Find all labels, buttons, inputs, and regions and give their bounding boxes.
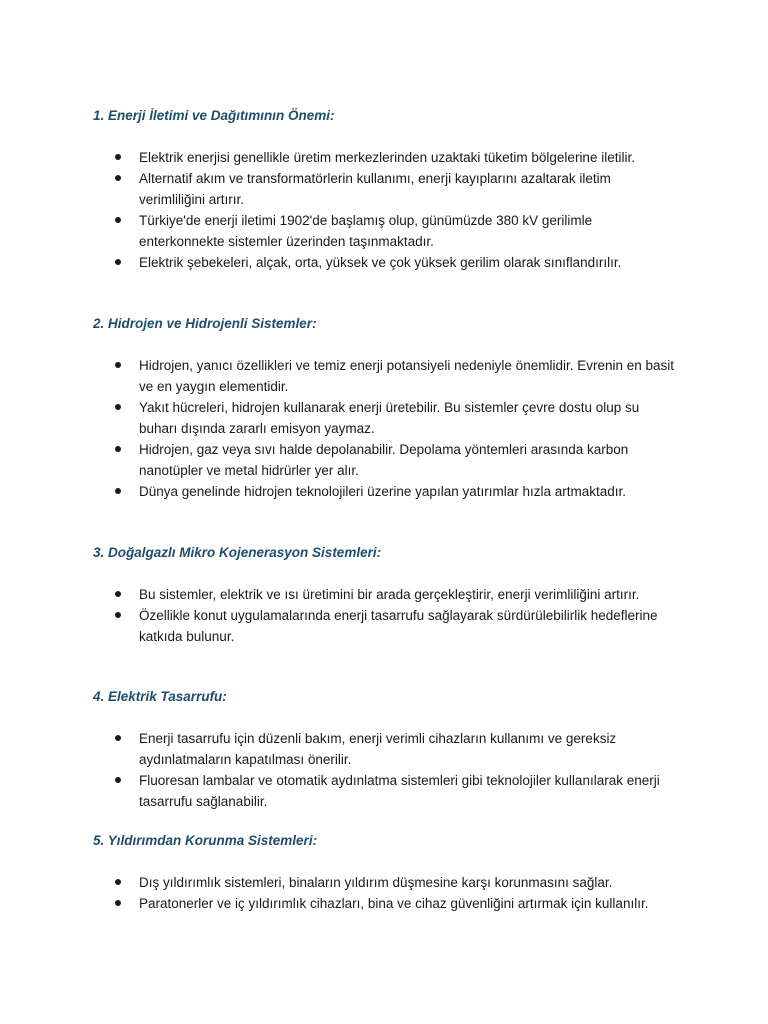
list-item-text: Paratonerler ve iç yıldırımlık cihazları, bina ve cihaz güvenliğini artırmak için kullanılır. <box>139 896 649 911</box>
list-item-text: Özellikle konut uygulamalarında enerji tasarrufu sağlayarak sürdürülebilirlik hedeflerine katkıda bulunur. <box>139 608 658 644</box>
list-item <box>0 872 679 893</box>
list-item-text: Elektrik şebekeleri, alçak, orta, yüksek ve çok yüksek gerilim olarak sınıflandırılır. <box>139 255 622 270</box>
list-item <box>0 147 679 168</box>
list-item-text: Elektrik enerjisi genellikle üretim merkezlerinden uzaktaki tüketim bölgelerine iletilir. <box>139 150 635 165</box>
bullet-list <box>0 728 679 812</box>
list-item-text: Alternatif akım ve transformatörlerin kullanımı, enerji kayıplarını azaltarak iletim verimliliğini artırır. <box>139 171 611 207</box>
list-item-text: Fluoresan lambalar ve otomatik aydınlatma sistemleri gibi teknolojiler kullanılarak enerji tasarrufu sağlanabilir. <box>139 773 660 809</box>
bullet-icon <box>115 488 121 494</box>
bullet-icon <box>115 217 121 223</box>
bullet-list <box>0 584 679 647</box>
bullet-icon <box>115 154 121 160</box>
section-heading: 1. Enerji İletimi ve Dağıtımının Önemi: <box>93 108 335 123</box>
list-item-text: Yakıt hücreleri, hidrojen kullanarak enerji üretebilir. Bu sistemler çevre dostu olup su buharı dışında zararlı emisyon yaymaz. <box>139 400 640 436</box>
list-item-text: Türkiye'de enerji iletimi 1902'de başlamış olup, günümüzde 380 kV gerilimle enterkonnekte sistemler üzerinden taşınmaktadır. <box>139 213 593 249</box>
bullet-list <box>0 355 679 502</box>
list-item <box>0 397 679 439</box>
bullet-icon <box>115 735 121 741</box>
bullet-icon <box>115 446 121 452</box>
section-heading: 3. Doğalgazlı Mikro Kojenerasyon Sistemleri: <box>93 545 382 560</box>
bullet-icon <box>115 362 121 368</box>
list-item <box>0 168 679 210</box>
list-item <box>0 439 679 481</box>
list-item <box>0 355 679 397</box>
list-item <box>0 210 679 252</box>
list-item-text: Dünya genelinde hidrojen teknolojileri üzerine yapılan yatırımlar hızla artmaktadır. <box>139 484 627 499</box>
bullet-icon <box>115 879 121 885</box>
section-heading: 4. Elektrik Tasarrufu: <box>93 689 227 704</box>
bullet-list <box>0 872 679 914</box>
bullet-icon <box>115 777 121 783</box>
list-item <box>0 770 679 812</box>
bullet-list <box>0 147 679 273</box>
list-item-text: Enerji tasarrufu için düzenli bakım, enerji verimli cihazların kullanımı ve gereksiz aydınlatmaların kapatılması önerilir. <box>139 731 617 767</box>
list-item <box>0 584 679 605</box>
bullet-icon <box>115 591 121 597</box>
list-item-text: Bu sistemler, elektrik ve ısı üretimini bir arada gerçekleştirir, enerji verimliliğini artırır. <box>139 587 640 602</box>
list-item <box>0 893 679 914</box>
bullet-icon <box>115 612 121 618</box>
list-item-text: Hidrojen, yanıcı özellikleri ve temiz enerji potansiyeli nedeniyle önemlidir. Evrenin en basit ve en yaygın elementidir. <box>139 358 675 394</box>
list-item-text: Dış yıldırımlık sistemleri, binaların yıldırım düşmesine karşı korunmasını sağlar. <box>139 875 613 890</box>
section-heading: 5. Yıldırımdan Korunma Sistemleri: <box>93 833 318 848</box>
bullet-icon <box>115 259 121 265</box>
list-item-text: Hidrojen, gaz veya sıvı halde depolanabilir. Depolama yöntemleri arasında karbon nanotüpler ve metal hidrürler yer alır. <box>139 442 629 478</box>
bullet-icon <box>115 175 121 181</box>
list-item <box>0 605 679 647</box>
bullet-icon <box>115 404 121 410</box>
list-item <box>0 252 679 273</box>
bullet-icon <box>115 900 121 906</box>
section-heading: 2. Hidrojen ve Hidrojenli Sistemler: <box>93 316 317 331</box>
list-item <box>0 481 679 502</box>
list-item <box>0 728 679 770</box>
